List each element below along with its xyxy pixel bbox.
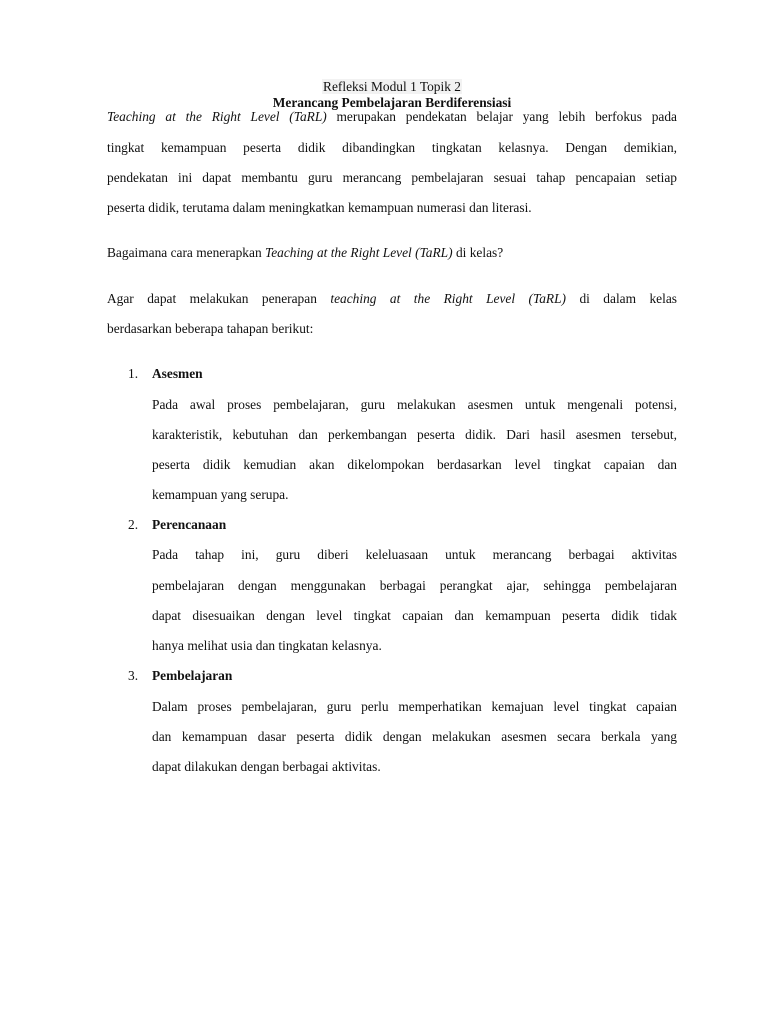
step-2-line-4: hanya melihat usia dan tingkatan kelasnya.: [152, 638, 382, 653]
document-title-line-1: Refleksi Modul 1 Topik 2: [323, 79, 461, 94]
answer-intro-line-2: berdasarkan beberapa tahapan berikut:: [107, 321, 314, 336]
step-3-line-1: Dalam proses pembelajaran, guru perlu memperhatikan kemajuan level tingkat capaian: [152, 699, 677, 714]
intro-line-2: tingkat kemampuan peserta didik dibandingkan tingkatan kelasnya. Dengan demikian,: [107, 140, 677, 155]
step-1-line-4: kemampuan yang serupa.: [152, 487, 289, 502]
step-1-line-3: peserta didik kemudian akan dikelompokan berdasarkan level tingkat capaian dan: [152, 457, 677, 472]
step-2-line-2: pembelajaran dengan menggunakan berbagai perangkat ajar, sehingga pembelajaran: [152, 578, 677, 593]
step-1-line-1: Pada awal proses pembelajaran, guru melakukan asesmen untuk mengenali potensi,: [152, 397, 677, 412]
step-3-heading: Pembelajaran: [152, 668, 233, 683]
step-2-heading: Perencanaan: [152, 517, 227, 532]
intro-line-1: [107, 109, 677, 125]
step-2-line-3: dapat disesuaikan dengan level tingkat capaian dan kemampuan peserta didik tidak: [152, 608, 677, 623]
intro-line-4: peserta didik, terutama dalam meningkatkan kemampuan numerasi dan literasi.: [107, 200, 532, 215]
question-line: Bagaimana cara menerapkan Teaching at the Right Level (TaRL) di kelas?: [107, 245, 504, 260]
step-1-number: 1.: [128, 366, 139, 381]
answer-italic-term: teaching at the Right Level (TaRL): [330, 291, 566, 306]
intro-italic-term: Teaching at the Right Level (TaRL): [107, 109, 327, 124]
answer-intro-line-1: Agar dapat melakukan penerapan teaching at the Right Level (TaRL) di dalam kelas: [107, 291, 677, 306]
step-2-line-1: Pada tahap ini, guru diberi keleluasaan untuk merancang berbagai aktivitas: [152, 547, 677, 562]
step-1-heading: Asesmen: [152, 366, 203, 381]
step-3-number: 3.: [128, 668, 139, 683]
document-title-line-2: Merancang Pembelajaran Berdiferensiasi: [272, 95, 512, 110]
step-1-line-2: karakteristik, kebutuhan dan perkembangan peserta didik. Dari hasil asesmen tersebut,: [152, 427, 677, 442]
step-3-line-3: dapat dilakukan dengan berbagai aktivitas.: [152, 759, 381, 774]
step-2-number: 2.: [128, 517, 139, 532]
step-3-line-2: dan kemampuan dasar peserta didik dengan melakukan asesmen secara berkala yang: [152, 729, 677, 744]
intro-line-3: pendekatan ini dapat membantu guru merancang pembelajaran sesuai tahap pencapaian setiap: [107, 170, 677, 185]
intro-line-1-text: merupakan pendekatan belajar yang lebih berfokus pada: [326, 109, 677, 124]
question-italic-term: Teaching at the Right Level (TaRL): [265, 245, 453, 260]
